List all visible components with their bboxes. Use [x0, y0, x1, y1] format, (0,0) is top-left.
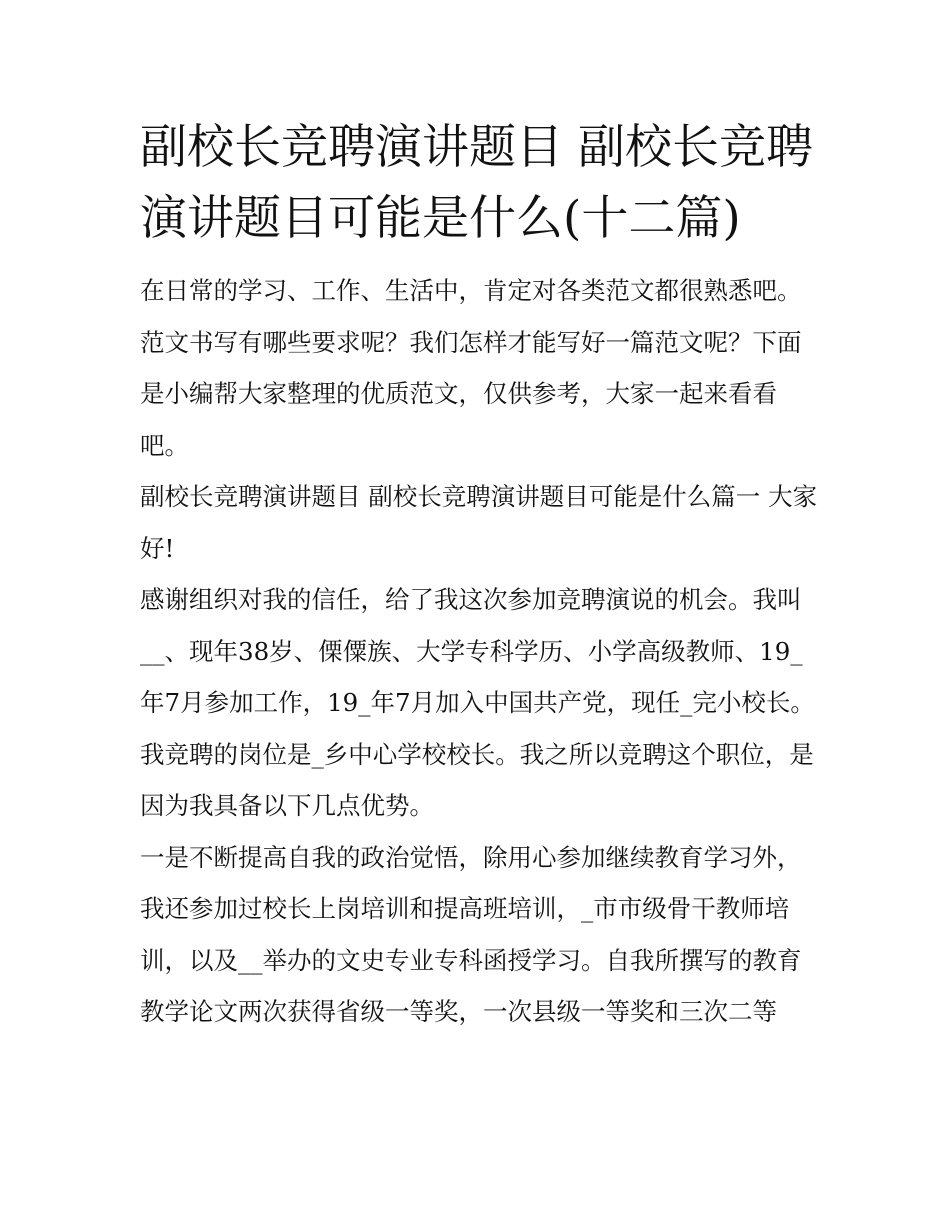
- document-content: [140, 112, 820, 1038]
- self-introduction-paragraph: 感谢组织对我的信任，给了我这次参加竞聘演说的机会。我叫__、现年38岁、傈僳族、大学专科学历、小学高级教师、19_年7月参加工作，19_年7月加入中国共产党，现任_完小校长。我竞聘的岗位是_乡中心学校校长。我之所以竞聘这个职位，是因为我具备以下几点优势。: [140, 585, 815, 820]
- document-body: [140, 265, 820, 1038]
- advantage-one-paragraph: 一是不断提高自我的政治觉悟，除用心参加继续教育学习外，我还参加过校长上岗培训和提高班培训，_市市级骨干教师培训，以及__举办的文史专业专科函授学习。自我所撰写的教育教学论文两次获得省级一等奖，一次县级一等奖和三次二等: [140, 842, 802, 1026]
- section-heading-paragraph: 副校长竞聘演讲题目 副校长竞聘演讲题目可能是什么篇一 大家好!: [140, 482, 818, 563]
- intro-paragraph: 在日常的学习、工作、生活中，肯定对各类范文都很熟悉吧。范文书写有哪些要求呢？我们怎样才能写好一篇范文呢？下面是小编帮大家整理的优质范文，仅供参考，大家一起来看看吧。: [140, 276, 802, 460]
- document-title: 副校长竞聘演讲题目 副校长竞聘演讲题目可能是什么(十二篇): [140, 120, 813, 246]
